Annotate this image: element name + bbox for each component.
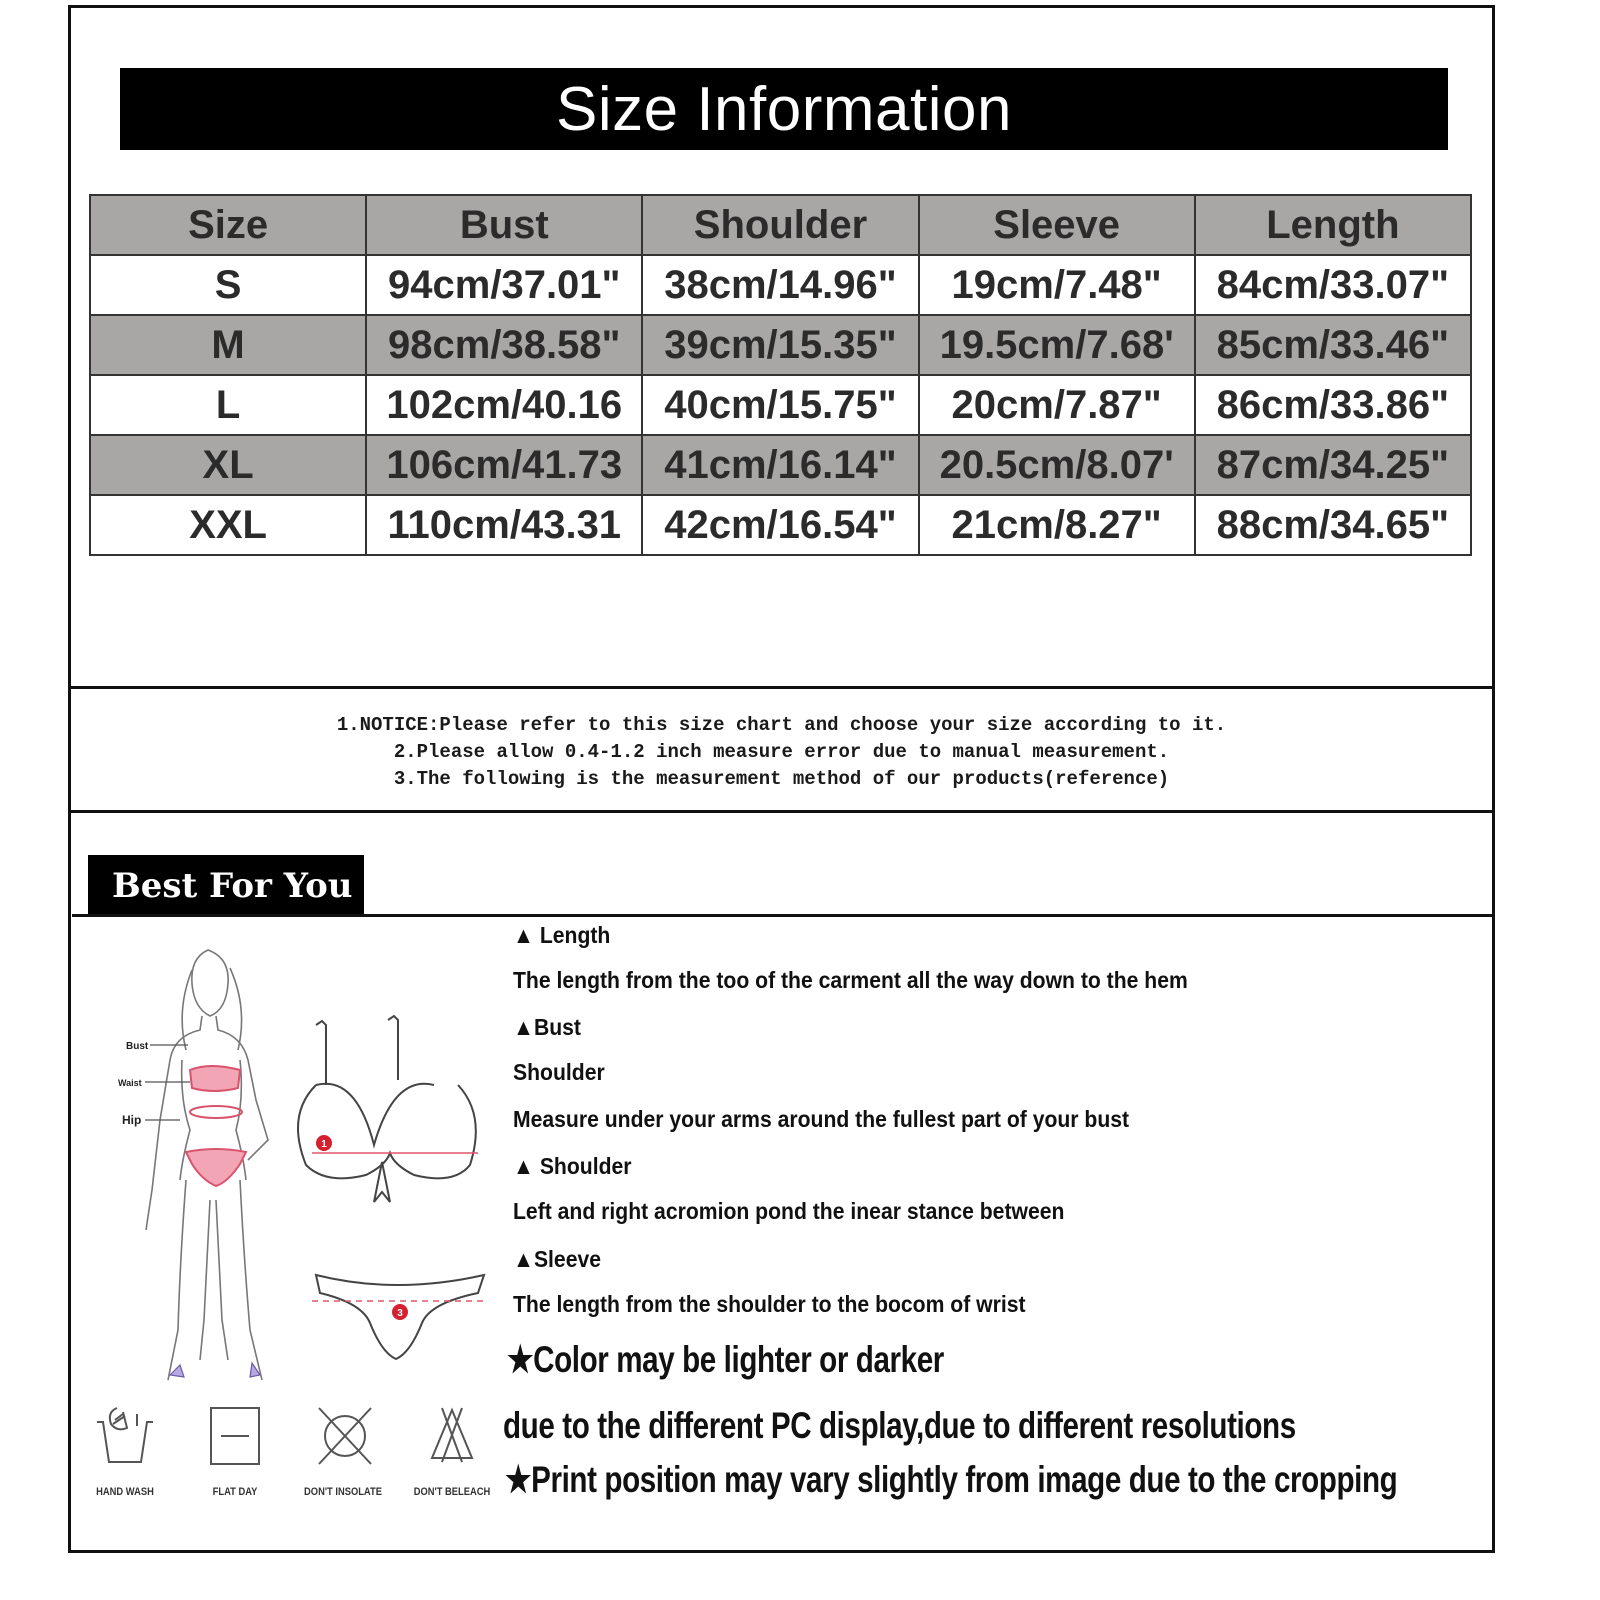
cell-sleeve: 19.5cm/7.68' (919, 315, 1195, 375)
cell-length: 84cm/33.07" (1195, 255, 1471, 315)
dont-tumble-icon (313, 1400, 377, 1470)
header-bust: Bust (366, 195, 642, 255)
table-row (90, 375, 1471, 435)
cell-size: L (90, 375, 366, 435)
cell-bust: 98cm/38.58" (366, 315, 642, 375)
table-row (90, 435, 1471, 495)
title-banner (120, 68, 1448, 150)
best-for-you-tab (88, 855, 364, 917)
notice-line: 2.Please allow 0.4-1.2 inch measure error due to manual measurement. (393, 741, 1170, 763)
cell-bust: 102cm/40.16 (366, 375, 642, 435)
cell-length: 86cm/33.86" (1195, 375, 1471, 435)
cell-sleeve: 21cm/8.27" (919, 495, 1195, 555)
header-length: Length (1195, 195, 1471, 255)
cell-size: XXL (90, 495, 366, 555)
cell-sleeve: 20.5cm/8.07' (919, 435, 1195, 495)
table-row (90, 255, 1471, 315)
header-sleeve: Sleeve (919, 195, 1195, 255)
flat-dry-icon (203, 1400, 267, 1470)
best-for-you-heading: Best For You (112, 866, 353, 906)
desc-bust-heading: ▲Bust (513, 1014, 581, 1040)
care-dont-tumble (300, 1400, 390, 1470)
table-row (90, 315, 1471, 375)
cell-shoulder: 41cm/16.14" (642, 435, 918, 495)
desc-bust-text: Measure under your arms around the fullest part of your bust (513, 1106, 1130, 1132)
hand-wash-icon (93, 1400, 157, 1470)
cell-sleeve: 19cm/7.48" (919, 255, 1195, 315)
notice-line: 3.The following is the measurement method of our products(reference) (393, 768, 1170, 790)
cell-bust: 94cm/37.01" (366, 255, 642, 315)
cell-shoulder: 39cm/15.35" (642, 315, 918, 375)
page-title: Size Information (556, 74, 1012, 144)
care-flat-dry (190, 1400, 280, 1470)
cell-length: 85cm/33.46" (1195, 315, 1471, 375)
cell-bust: 106cm/41.73 (366, 435, 642, 495)
figure-label-bust: Bust (126, 1041, 149, 1052)
desc-length-heading: ▲ Length (513, 922, 611, 948)
header-shoulder: Shoulder (642, 195, 918, 255)
notice-block (68, 712, 1495, 793)
care-dont-bleach (407, 1400, 497, 1470)
care-label-hand-wash: HAND WASH (96, 1486, 154, 1498)
color-disclaimer: ★Color may be lighter or darker (507, 1339, 944, 1380)
marker-3-label: 3 (397, 1308, 403, 1319)
figure-label-waist: Waist (118, 1078, 142, 1088)
divider-bottom (68, 810, 1495, 813)
care-hand-wash (80, 1400, 170, 1470)
cell-shoulder: 38cm/14.96" (642, 255, 918, 315)
figure-label-hip: Hip (122, 1113, 142, 1127)
care-label-dont-insolate: DON'T INSOLATE (304, 1486, 382, 1498)
cell-sleeve: 20cm/7.87" (919, 375, 1195, 435)
desc-shoulder-heading: ▲ Shoulder (513, 1153, 632, 1179)
desc-sleeve-text: The length from the shoulder to the bocom of wrist (513, 1291, 1026, 1317)
size-table (89, 194, 1472, 556)
desc-length-text: The length from the too of the carment all the way down to the hem (513, 967, 1188, 993)
bra-diagram-icon (298, 1016, 476, 1202)
desc-shoulder-text: Left and right acromion pond the inear stance between (513, 1198, 1065, 1224)
care-label-flat-dry: FLAT DAY (212, 1486, 258, 1498)
cell-length: 88cm/34.65" (1195, 495, 1471, 555)
cell-shoulder: 40cm/15.75" (642, 375, 918, 435)
display-disclaimer: due to the different PC display,due to different resolutions (503, 1405, 1296, 1446)
desc-sleeve-heading: ▲Sleeve (513, 1246, 602, 1272)
divider-top (68, 686, 1495, 689)
desc-shoulder-subheading: Shoulder (513, 1059, 605, 1085)
best-for-you-underline (72, 914, 1492, 917)
measurement-illustration (90, 920, 510, 1390)
table-header-row (90, 195, 1471, 255)
header-size: Size (90, 195, 366, 255)
dont-bleach-icon (420, 1400, 484, 1470)
cell-size: XL (90, 435, 366, 495)
notice-line: 1.NOTICE:Please refer to this size chart and choose your size according to it. (336, 714, 1227, 736)
marker-1-label: 1 (321, 1139, 327, 1150)
cell-bust: 110cm/43.31 (366, 495, 642, 555)
cell-length: 87cm/34.25" (1195, 435, 1471, 495)
figure-shoes (170, 1363, 260, 1377)
print-disclaimer: ★Print position may vary slightly from image due to the cropping (505, 1459, 1398, 1500)
cell-shoulder: 42cm/16.54" (642, 495, 918, 555)
care-label-dont-bleach: DON'T BELEACH (413, 1486, 491, 1498)
cell-size: M (90, 315, 366, 375)
cell-size: S (90, 255, 366, 315)
table-row (90, 495, 1471, 555)
